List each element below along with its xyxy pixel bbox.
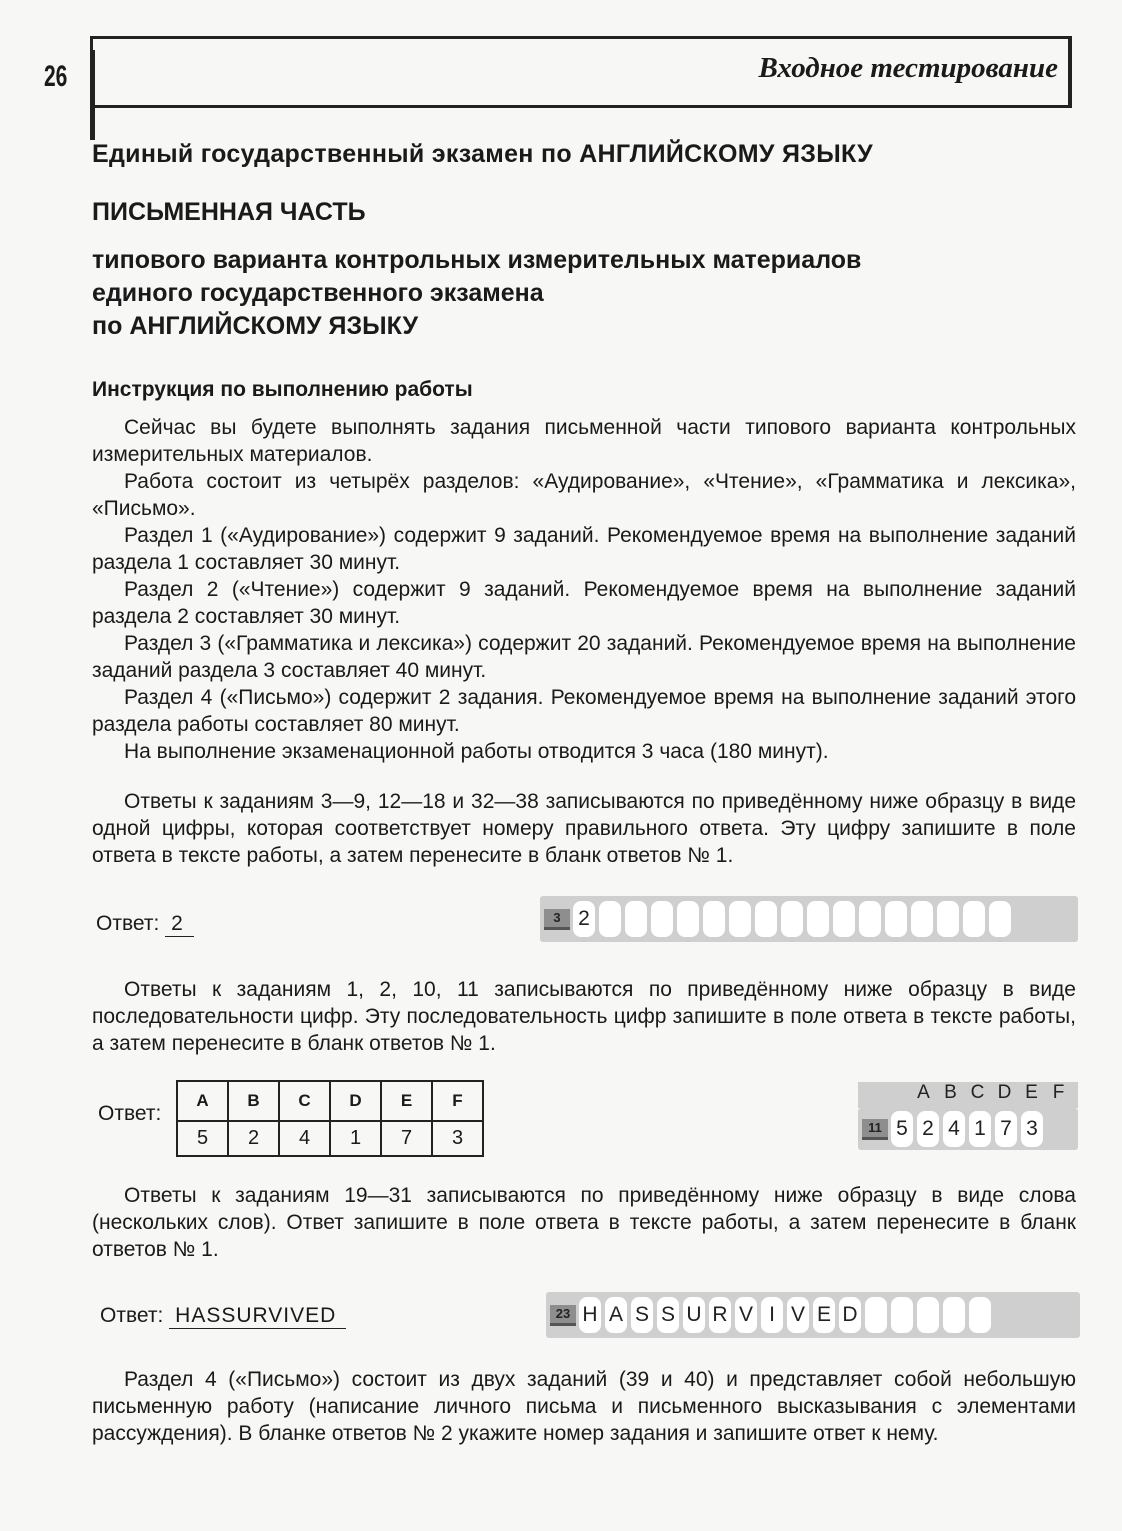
form-cell: 5 [891, 1111, 913, 1147]
table-value-cell: 4 [279, 1121, 330, 1156]
form-cell: S [631, 1297, 653, 1333]
form-cell: D [839, 1297, 861, 1333]
form-cell: 4 [943, 1111, 965, 1147]
form-cell: E [813, 1297, 835, 1333]
form-cell: U [683, 1297, 705, 1333]
paragraph: Ответы к заданиям 3—9, 12—18 и 32—38 записываются по приведённому ниже образцу в виде одной цифры, которая соответствует номеру правильного ответа. Эту цифру запишите в поле ответа в тексте работы, а затем перенесите в бланк ответов № 1. [92, 790, 1076, 867]
form-letter: D [997, 1082, 1012, 1103]
table-header-cell: E [381, 1081, 432, 1121]
paragraph: Раздел 2 («Чтение») содержит 9 заданий. Рекомендуемое время на выполнение заданий раздела 2 составляет 30 минут. [92, 578, 1076, 628]
form-cell [703, 901, 725, 937]
form-letter-row [858, 1082, 1078, 1108]
answer-form-strip-3 [546, 1292, 1080, 1338]
table-value-cell: 5 [177, 1121, 228, 1156]
exam-title: Единый государственный экзамен по АНГЛИЙСКОМУ ЯЗЫКУ [92, 140, 874, 168]
paragraph: Раздел 1 («Аудирование») содержит 9 заданий. Рекомендуемое время на выполнение заданий раздела 1 составляет 30 минут. [92, 524, 1076, 574]
form-cell [943, 1297, 965, 1333]
rule-single-digit [92, 788, 1076, 869]
form-cell: R [709, 1297, 731, 1333]
table-value-cell: 1 [330, 1121, 381, 1156]
table-header-cell: B [228, 1081, 279, 1121]
form-cell: S [657, 1297, 679, 1333]
form-cell [781, 901, 803, 937]
form-cells [573, 901, 1015, 937]
table-header-cell: F [432, 1081, 483, 1121]
form-cell [625, 901, 647, 937]
answer-label: Ответ: [96, 912, 160, 935]
form-cell [729, 901, 751, 937]
paragraph: Раздел 4 («Письмо») содержит 2 задания. Рекомендуемое время на выполнение заданий этого раздела работы составляет 80 минут. [92, 686, 1076, 736]
instruction-heading: Инструкция по выполнению работы [92, 378, 473, 401]
page-number: 26 [44, 60, 68, 93]
form-cells [891, 1111, 1047, 1147]
form-task-number: 23 [550, 1305, 576, 1326]
form-cell: 2 [573, 901, 595, 937]
answer-form-strip-1 [540, 896, 1078, 942]
form-cell [865, 1297, 887, 1333]
header-frame-left-bar [90, 50, 95, 140]
answer-form-strip-2 [858, 1108, 1078, 1150]
form-cell: V [735, 1297, 757, 1333]
answer-value: 2 [165, 912, 194, 937]
paragraph: Работа состоит из четырёх разделов: «Аудирование», «Чтение», «Грамматика и лексика», «Письмо». [92, 470, 1076, 520]
form-letter: E [1025, 1082, 1038, 1103]
rule-word-answer [92, 1182, 1076, 1263]
instruction-paragraphs [92, 414, 1076, 765]
form-cell: H [579, 1297, 601, 1333]
form-cell [937, 901, 959, 937]
form-task-number: 3 [544, 909, 570, 930]
rule-writing-section [92, 1366, 1076, 1447]
paragraph: Раздел 4 («Письмо») состоит из двух заданий (39 и 40) и представляет собой небольшую письменную работу (написание личного письма и письменного высказывания с элементами рассуждения). В бланке ответов № 2 укажите номер задания и запишите ответ к нему. [92, 1368, 1076, 1445]
rule-digit-sequence [92, 976, 1076, 1057]
form-task-number: 11 [862, 1119, 888, 1140]
form-letter: A [917, 1082, 930, 1103]
example1-answer [96, 912, 194, 937]
form-cell [911, 901, 933, 937]
table-header-cell: A [177, 1081, 228, 1121]
form-cell: 1 [969, 1111, 991, 1147]
form-cell [833, 901, 855, 937]
answer-table-header-row [177, 1081, 483, 1121]
answer-table [176, 1080, 484, 1157]
form-letter: B [944, 1082, 957, 1103]
form-cell: 7 [995, 1111, 1017, 1147]
answer-value: HASSURVIVED [169, 1304, 346, 1329]
form-cell: A [605, 1297, 627, 1333]
form-cell [599, 901, 621, 937]
form-cell [755, 901, 777, 937]
form-letter: F [1052, 1082, 1065, 1103]
part-title: ПИСЬМЕННАЯ ЧАСТЬ [92, 198, 366, 226]
form-cell [891, 1297, 913, 1333]
form-cells [579, 1297, 995, 1333]
paragraph: Сейчас вы будете выполнять задания письменной части типового варианта контрольных измерительных материалов. [92, 416, 1076, 466]
form-cell: 3 [1021, 1111, 1043, 1147]
variant-title [92, 244, 861, 343]
paragraph: Ответы к заданиям 1, 2, 10, 11 записываются по приведённому ниже образцу в виде последовательности цифр. Эту последовательность цифр запишите в поле ответа в тексте работы, а затем перенесите в бланк ответов № 1. [92, 978, 1076, 1055]
table-header-cell: C [279, 1081, 330, 1121]
section-label: Входное тестирование [758, 52, 1058, 84]
paragraph: Ответы к заданиям 19—31 записываются по приведённому ниже образцу в виде слова (нескольких слов). Ответ запишите в поле ответа в тексте работы, а затем перенесите в бланк ответов № 1. [92, 1184, 1076, 1261]
example2-answer-label: Ответ: [98, 1102, 162, 1125]
form-cell: 2 [917, 1111, 939, 1147]
form-cell: V [787, 1297, 809, 1333]
answer-table-value-row [177, 1121, 483, 1156]
variant-title-line: по АНГЛИЙСКОМУ ЯЗЫКУ [92, 312, 419, 340]
table-header-cell: D [330, 1081, 381, 1121]
paragraph: Раздел 3 («Грамматика и лексика») содержит 20 заданий. Рекомендуемое время на выполнение заданий раздела 3 составляет 40 минут. [92, 632, 1076, 682]
form-cell [989, 901, 1011, 937]
table-value-cell: 3 [432, 1121, 483, 1156]
form-cell [807, 901, 829, 937]
form-cell [885, 901, 907, 937]
table-value-cell: 7 [381, 1121, 432, 1156]
table-value-cell: 2 [228, 1121, 279, 1156]
form-cell: I [761, 1297, 783, 1333]
variant-title-line: типового варианта контрольных измерительных материалов [92, 246, 862, 274]
form-cell [651, 901, 673, 937]
form-letter: C [970, 1082, 985, 1103]
paragraph: На выполнение экзаменационной работы отводится 3 часа (180 минут). [124, 740, 829, 763]
form-cell [859, 901, 881, 937]
form-cell [963, 901, 985, 937]
form-cell [969, 1297, 991, 1333]
answer-label: Ответ: [100, 1304, 164, 1327]
variant-title-line: единого государственного экзамена [92, 279, 544, 307]
form-cell [917, 1297, 939, 1333]
form-cell [677, 901, 699, 937]
example3-answer [100, 1304, 346, 1329]
